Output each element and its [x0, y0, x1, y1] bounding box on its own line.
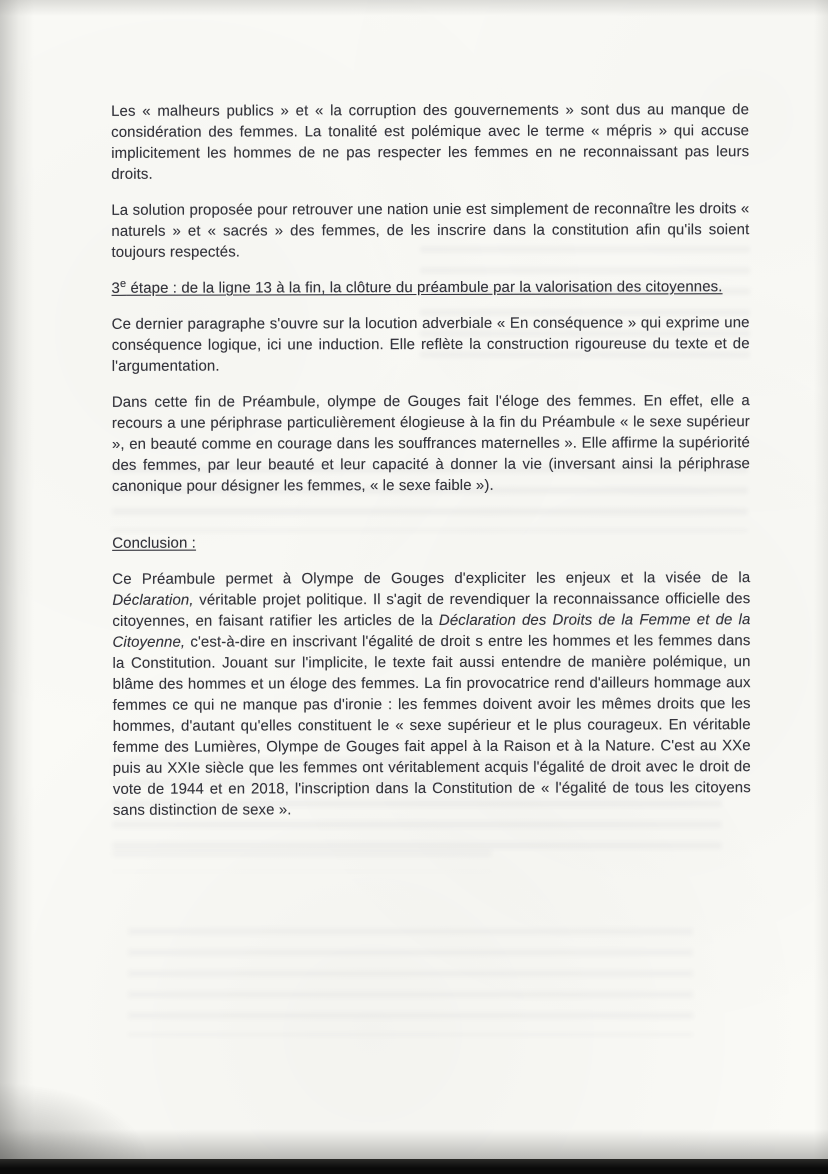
text-segment: Ce Préambule permet à Olympe de Gouges d'expliciter les enjeux et la visée de la [112, 569, 751, 588]
bleed-through-text [112, 850, 492, 872]
bleed-through-text [128, 928, 693, 1036]
page-edge-top-shadow [0, 0, 828, 16]
paragraph-solution-proposee: La solution proposée pour retrouver une nation unie est simplement de reconnaître les droits « naturels » et « sacrés » des femmes, de les inscrire dans la constitution afin qu'ils soient toujours respectés. [111, 200, 750, 261]
text-segment: c'est-à-dire en inscrivant l'égalité de droit s entre les hommes et les femmes dans la Constitution. Jouant sur l'implicite, le texte fait aussi entendre de manière polémique, un blâme des hommes et un éloge des femmes. La fin provocatrice rend d'ailleurs hommage aux femmes ce qui ne manque pas d'ironie : les femmes doivent avoir les mêmes droits que les hommes, d'autant qu'elles constituent le « sexe supérieur et le plus courageux. En véritable femme des Lumières, Olympe de Gouges fait appel à la Raison et à la Nature. C'est au XXe puis au XXIe siècle que les femmes ont véritablement acquis l'égalité de droit avec le droit de vote de 1944 et en 2018, l'inscription dans la Constitution de « l'égalité de tous les citoyens sans distinction de sexe ». [112, 632, 751, 819]
section-heading-etape-3 [112, 276, 750, 299]
text-segment: véritable projet politique. Il s'agit de revendiquer la reconnaissance officielle des citoyennes, en faisant ratifier les articles de la [112, 590, 751, 630]
section-heading-conclusion: Conclusion : [112, 534, 196, 552]
paragraph-tonalite-polemique: Les « malheurs publics » et « la corruption des gouvernements » sont dus au manque de considération des femmes. La tonalité est polémique avec le terme « mépris » qui accuse implicitement les hommes de ne pas respecter les femmes en ne reconnaissant pas leurs droits. [111, 101, 750, 183]
step-heading-text: étape : de la ligne 13 à la fin, la clôture du préambule par la valorisation des citoyennes. [126, 278, 723, 297]
page-bottom-shadow [0, 1129, 828, 1159]
page-edge-left-shadow [0, 0, 34, 1174]
paragraph-conclusion [112, 567, 751, 821]
italic-work-title: Déclaration, [112, 591, 194, 609]
step-number: 3 [111, 279, 121, 297]
step-ordinal-suffix: e [119, 277, 127, 290]
page-edge-right-shadow [814, 0, 828, 1174]
scanner-bed-strip [0, 1159, 828, 1174]
paragraph-eloge-des-femmes: Dans cette fin de Préambule, olympe de Gouges fait l'éloge des femmes. En effet, elle a recours a une périphrase particulièrement élogieuse à la fin du Préambule « le sexe supérieur », en beauté comme en courage dans les souffrances maternelles ». Elle affirme la supériorité des femmes, par leur beauté et leur capacité à donner la vie (inversant ainsi la périphrase canonique pour désigner les femmes, « le sexe faible »). [111, 392, 751, 495]
italic-work-title: Déclaration des Droits de la Femme et de la Citoyenne, [112, 611, 751, 651]
document-content [111, 99, 751, 836]
paragraph-locution-adverbiale: Ce dernier paragraphe s'ouvre sur la locution adverbiale « En conséquence » qui exprime une conséquence logique, ici une induction. Elle reflète la construction rigoureuse du texte et de l'argumentation. [111, 314, 750, 375]
